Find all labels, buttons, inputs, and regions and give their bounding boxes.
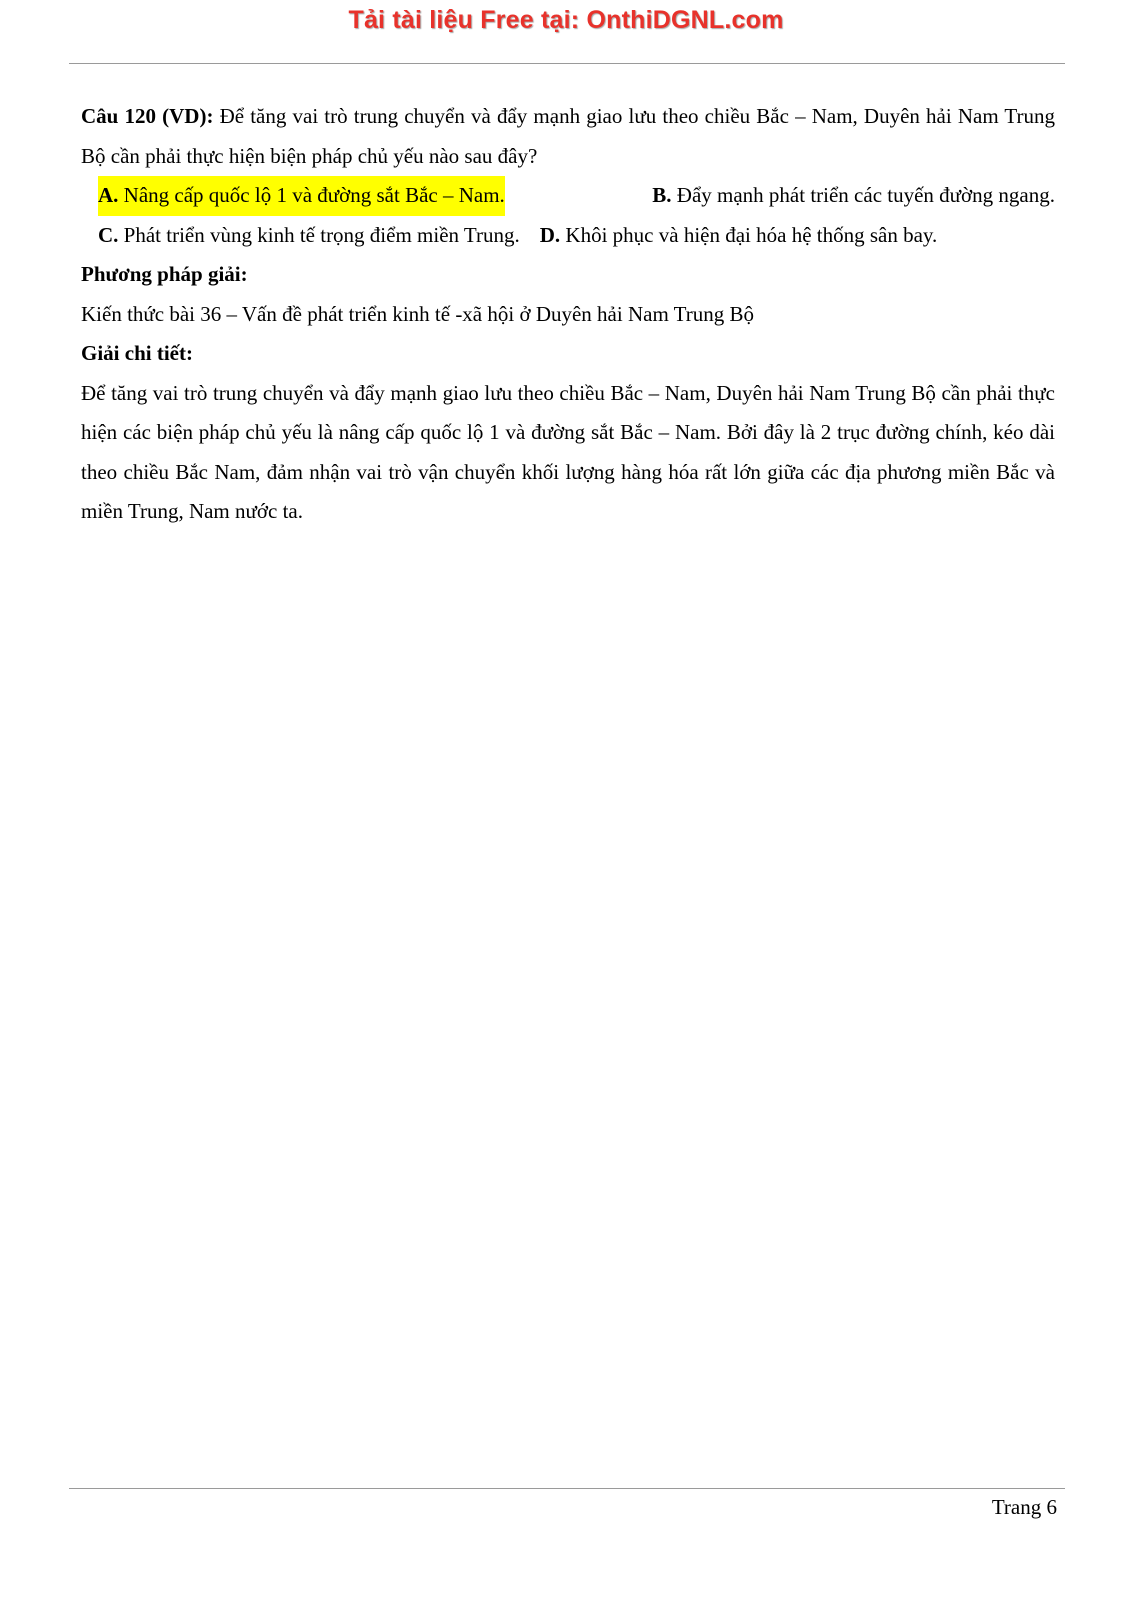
method-heading: Phương pháp giải:: [81, 262, 248, 286]
page-content: [81, 97, 1055, 532]
question-label: Câu 120 (VD):: [81, 104, 214, 128]
option-a-key: A.: [98, 183, 119, 207]
option-b-key: B.: [652, 183, 672, 207]
option-a-text: Nâng cấp quốc lộ 1 và đường sắt Bắc – Nam.: [118, 183, 505, 207]
option-a: [98, 176, 505, 216]
option-c-key: C.: [98, 222, 119, 247]
solution-heading: Giải chi tiết:: [81, 341, 193, 365]
option-b: [652, 176, 1055, 216]
site-banner: Tải tài liệu Free tại: OnthiDGNL.com: [348, 6, 784, 34]
option-b-text: Đẩy mạnh phát triển các tuyến đường ngang.: [671, 183, 1055, 207]
footer-divider: [69, 1488, 1065, 1489]
option-c: [98, 216, 520, 256]
options-row-2: [81, 216, 1055, 256]
option-d-text: Khôi phục và hiện đại hóa hệ thống sân bay.: [560, 222, 938, 247]
options-row-1: [81, 176, 1055, 216]
header-divider: [69, 63, 1065, 64]
solution-text: Để tăng vai trò trung chuyển và đẩy mạnh giao lưu theo chiều Bắc – Nam, Duyên hải Nam Trung Bộ cần phải thực hiện các biện pháp chủ yếu là nâng cấp quốc lộ 1 và đường sắt Bắc – Nam. Bởi đây là 2 trục đường chính, kéo dài theo chiều Bắc Nam, đảm nhận vai trò vận chuyển khối lượng hàng hóa rất lớn giữa các địa phương miền Bắc và miền Trung, Nam nước ta.: [81, 380, 1055, 523]
option-d-key: D.: [539, 222, 561, 247]
question-text: Để tăng vai trò trung chuyển và đẩy mạnh giao lưu theo chiều Bắc – Nam, Duyên hải Nam Trung Bộ cần phải thực hiện biện pháp chủ yếu nào sau đây?: [81, 104, 1055, 168]
option-d: [540, 216, 938, 256]
option-c-text: Phát triển vùng kinh tế trọng điểm miền Trung.: [118, 222, 520, 247]
method-text: Kiến thức bài 36 – Vấn đề phát triển kinh tế -xã hội ở Duyên hải Nam Trung Bộ: [81, 301, 754, 326]
page-number: Trang 6: [991, 1495, 1057, 1519]
question-paragraph: [81, 97, 1055, 176]
